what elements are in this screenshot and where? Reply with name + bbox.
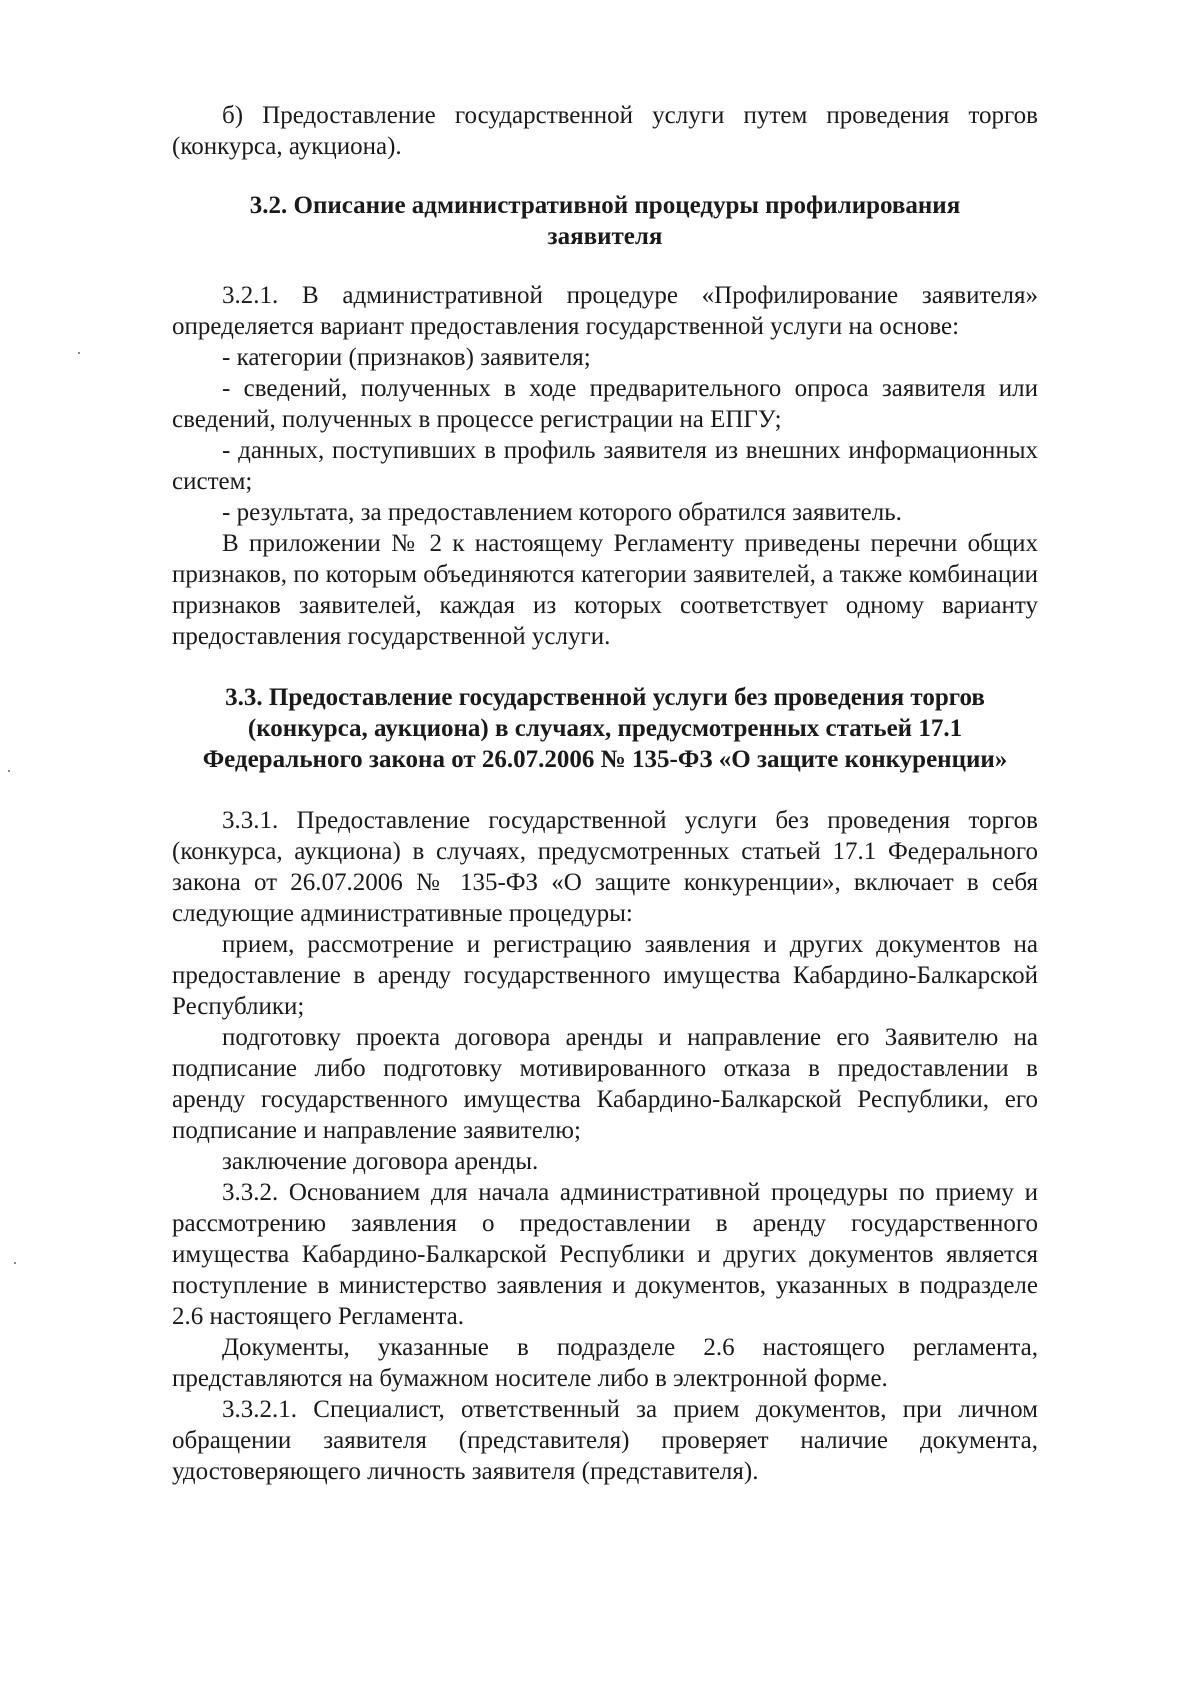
scan-speck bbox=[78, 352, 80, 354]
paragraph-documents-form: Документы, указанные в подразделе 2.6 настоящего регламента, представляются на бумажном носителе либо в электронной форме. bbox=[172, 1334, 1038, 1392]
procedure-item-contract-draft: подготовку проекта договора аренды и направление его Заявителю на подписание либо подготовку мотивированного отказа в предоставлении в аренду государственного имущества Кабардино-Балкарской Республики, его подписание и направление заявителю; bbox=[172, 1024, 1038, 1144]
paragraph-3-2-1: 3.2.1. В административной процедуре «Профилирование заявителя» определяется вариант предоставления государственной услуги на основе: bbox=[172, 282, 1038, 340]
bullet-applicant-category: - категории (признаков) заявителя; bbox=[222, 344, 591, 371]
section-heading-3-3: 3.3. Предоставление государственной услуги без проведения торгов (конкурса, аукциона) в случаях, предусмотренных статьей 17.1 Федерального закона от 26.07.2006 № 135-ФЗ «О защите конкуренции» bbox=[202, 684, 1008, 773]
paragraph-3-3-1: 3.3.1. Предоставление государственной услуги без проведения торгов (конкурса, аукциона) в случаях, предусмотренных статьей 17.1 Федерального закона от 26.07.2006 № 135-ФЗ «О защите конкуренции», включает в себя следующие административные процедуры: bbox=[172, 807, 1038, 927]
scan-speck bbox=[14, 1262, 16, 1264]
procedure-item-reception: прием, рассмотрение и регистрацию заявления и других документов на предоставление в аренду государственного имущества Кабардино-Балкарской Республики; bbox=[172, 931, 1038, 1020]
bullet-external-systems: - данных, поступивших в профиль заявителя из внешних информационных систем; bbox=[172, 437, 1038, 495]
bullet-survey-info: - сведений, полученных в ходе предварительного опроса заявителя или сведений, полученных в процессе регистрации на ЕПГУ; bbox=[172, 375, 1038, 433]
paragraph-variant-b: б) Предоставление государственной услуги путем проведения торгов (конкурса, аукциона). bbox=[172, 102, 1038, 160]
paragraph-appendix-2: В приложении № 2 к настоящему Регламенту приведены перечни общих признаков, по которым объединяются категории заявителей, а также комбинации признаков заявителей, каждая из которых соответствует одному варианту предоставления государственной услуги. bbox=[172, 530, 1038, 650]
bullet-requested-result: - результата, за предоставлением которого обратился заявитель. bbox=[222, 499, 902, 526]
document-page bbox=[172, 100, 1038, 1487]
paragraph-3-3-2: 3.3.2. Основанием для начала административной процедуры по приему и рассмотрению заявления о предоставлении в аренду государственного имущества Кабардино-Балкарской Республики и других документов является поступление в министерство заявления и документов, указанных в подразделе 2.6 настоящего Регламента. bbox=[172, 1179, 1038, 1330]
scan-speck bbox=[8, 770, 10, 772]
paragraph-3-3-2-1: 3.3.2.1. Специалист, ответственный за прием документов, при личном обращении заявителя (представителя) проверяет наличие документа, удостоверяющего личность заявителя (представителя). bbox=[172, 1396, 1038, 1485]
section-heading-3-2: 3.2. Описание административной процедуры профилирования заявителя bbox=[249, 192, 961, 250]
procedure-item-contract-conclusion: заключение договора аренды. bbox=[222, 1148, 539, 1175]
